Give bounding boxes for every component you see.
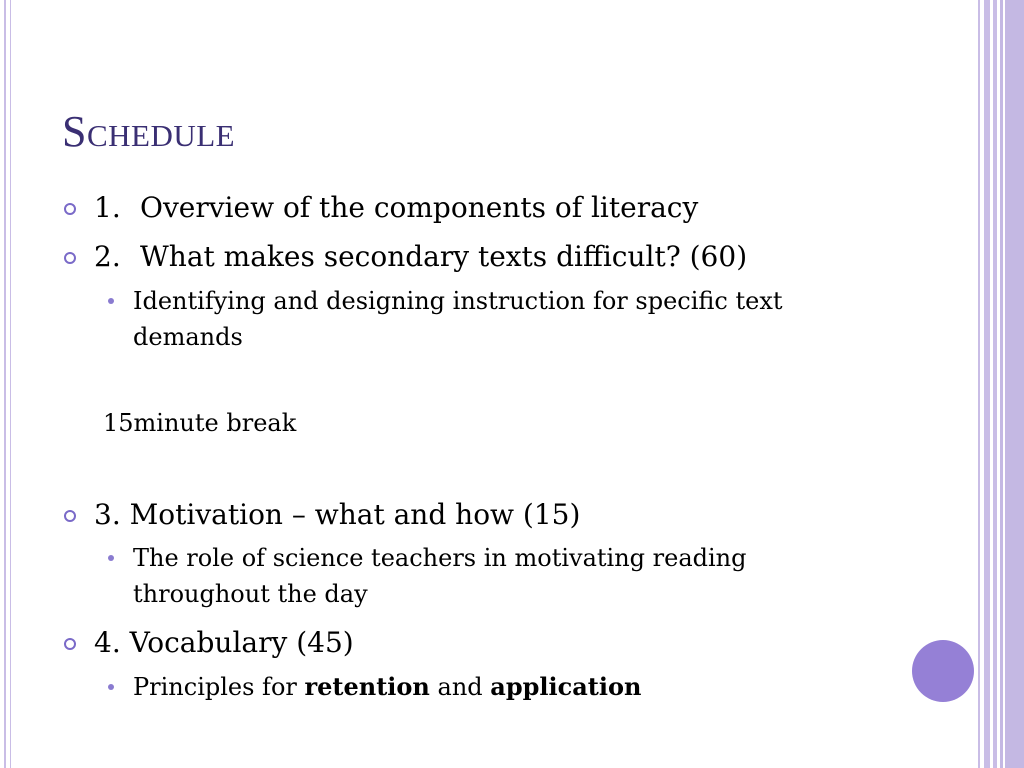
dot-bullet-icon: [108, 298, 114, 304]
item-text: What makes secondary texts difficult? (60): [140, 240, 748, 273]
item-text: Overview of the components of literacy: [140, 191, 699, 224]
left-border-line-thin: [10, 0, 11, 768]
list-item: [94, 191, 698, 225]
right-stripe: [978, 0, 980, 768]
slide-title: Schedule: [62, 107, 236, 156]
ring-bullet-icon: [64, 203, 76, 215]
ring-bullet-icon: [64, 510, 76, 522]
sub-item-line: throughout the day: [133, 580, 368, 608]
list-item: 4. Vocabulary (45): [94, 626, 354, 659]
sub-item-text: Principles for: [133, 673, 305, 701]
right-stripe: [993, 0, 997, 768]
sub-item-line: Identifying and designing instruction for specific text: [133, 287, 783, 315]
break-note: 15minute break: [103, 409, 297, 437]
list-item: 3. Motivation – what and how (15): [94, 498, 581, 531]
dot-bullet-icon: [108, 555, 114, 561]
ring-bullet-icon: [64, 252, 76, 264]
item-number: 2.: [94, 240, 121, 273]
left-border-line: [4, 0, 6, 768]
sub-item-line: The role of science teachers in motivating reading: [133, 544, 747, 572]
bold-term-retention: retention: [304, 672, 430, 701]
sub-item-line: [133, 669, 641, 705]
decorative-circle: [912, 640, 974, 702]
ring-bullet-icon: [64, 638, 76, 650]
right-stripe: [984, 0, 990, 768]
item-number: 1.: [94, 191, 121, 224]
list-item: [94, 240, 747, 274]
dot-bullet-icon: [108, 684, 114, 690]
right-stripe-gap: [1003, 0, 1005, 768]
sub-item-text: and: [429, 673, 491, 701]
sub-item-line: demands: [133, 323, 243, 351]
bold-term-application: application: [490, 672, 642, 701]
